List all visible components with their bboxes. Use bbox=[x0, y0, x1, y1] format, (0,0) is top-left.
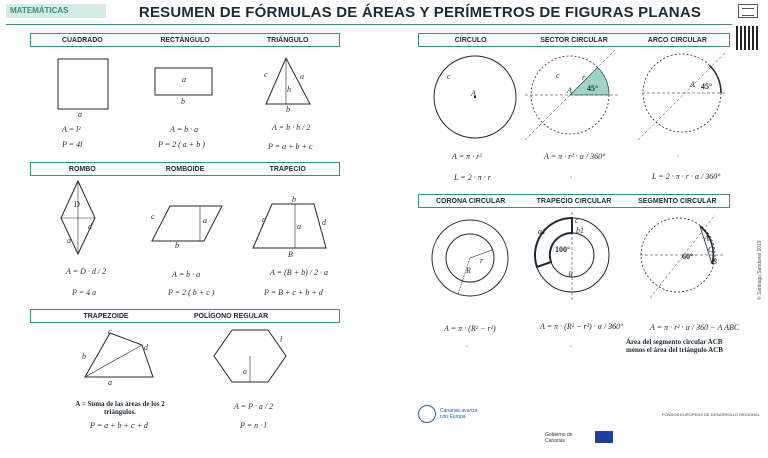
label-rombo-D: D bbox=[74, 200, 80, 209]
header-rombo: ROMBO bbox=[68, 165, 96, 173]
formula-trapezoide-perimeter: P = a + b + c + d bbox=[90, 421, 148, 430]
formula-rombo-area: A = D · d / 2 bbox=[66, 267, 107, 276]
formula-sector-area: A = π · r² · α / 360° bbox=[544, 152, 606, 161]
formula-circle-length: L = 2 · π · r bbox=[454, 173, 491, 182]
formula-tri-perimeter: P = a + b + c bbox=[268, 142, 313, 151]
header-row1-right bbox=[418, 33, 730, 47]
label-tri-h: h bbox=[287, 85, 291, 94]
label-sector-A: A bbox=[567, 86, 572, 95]
trapezoide-shape bbox=[85, 333, 153, 377]
label-trapezoide-a: a bbox=[108, 378, 112, 387]
formula-trapecio-area: A = (B + b) / 2 · a bbox=[270, 268, 328, 277]
label-trapcirc-c: c bbox=[575, 216, 579, 225]
header-trapezoide: TRAPEZOIDE bbox=[83, 312, 129, 320]
label-trapecio-c: c bbox=[262, 215, 266, 224]
label-trapcirc-b1: b1 bbox=[576, 226, 584, 235]
annulus-R bbox=[458, 258, 470, 294]
qr-code-icon[interactable] bbox=[736, 26, 760, 50]
label-square-a: a bbox=[78, 110, 82, 119]
formula-romboide-area: A = b · a bbox=[172, 270, 201, 279]
label-trapecio-b: b bbox=[292, 195, 296, 204]
header-sector: SECTOR CIRCULAR bbox=[540, 36, 608, 44]
label-sector-angle: 45° bbox=[587, 84, 599, 93]
header-corona: CORONA CIRCULAR bbox=[435, 197, 506, 205]
logo-emblem-icon bbox=[418, 405, 436, 423]
note-segmento: Área del segmento circular ACB menos el área del triángulo ACB bbox=[626, 338, 723, 354]
label-trapcirc-a1: a1 bbox=[538, 227, 546, 236]
header-segmento: SEGMENTO CIRCULAR bbox=[638, 197, 717, 205]
copyright-text: © Santiago Sandoval 2019 bbox=[757, 240, 763, 300]
header-trapecio: TRAPECIO bbox=[269, 165, 306, 173]
header-romboide: ROMBOIDE bbox=[165, 165, 205, 173]
label-seg-B: B bbox=[712, 257, 717, 266]
triangle-shape bbox=[266, 58, 310, 104]
formula-segmento-area: A = π · r² · α / 360 − A ABC bbox=[650, 323, 740, 332]
label-rombo-a: a bbox=[67, 236, 71, 245]
formula-circle-area: A = π · r² bbox=[452, 152, 482, 161]
label-trapezoide-d: d bbox=[144, 343, 148, 352]
label-corona-R: R bbox=[466, 266, 471, 275]
header-rectangulo: RECTÁNGULO bbox=[160, 36, 210, 44]
header-triangulo: TRIÁNGULO bbox=[266, 36, 309, 44]
label-seg-angle: 60° bbox=[682, 252, 694, 261]
header-cuadrado: CUADRADO bbox=[61, 36, 103, 44]
label-tri-c: c bbox=[264, 70, 268, 79]
label-rombo-d: d bbox=[88, 222, 92, 231]
title-divider bbox=[6, 24, 732, 25]
header-row2-right bbox=[418, 194, 730, 208]
formula-tri-area: A = b · h / 2 bbox=[272, 123, 311, 132]
label-rect-a: a bbox=[182, 75, 186, 84]
label-trapcirc-R: R bbox=[568, 270, 573, 279]
label-trapcirc-angle: 100° bbox=[555, 245, 571, 254]
header-row3-left bbox=[30, 309, 340, 323]
fondos-text: FONDOS EUROPEOS DE DESARROLLO REGIONAL bbox=[662, 412, 760, 417]
formula-square-area: A = l² bbox=[62, 125, 81, 134]
formula-romboide-perimeter: P = 2 ( b + c ) bbox=[168, 288, 215, 297]
label-poligono-l: l bbox=[280, 335, 283, 344]
arc-dot: · bbox=[677, 152, 679, 161]
label-trapecio-d: d bbox=[322, 218, 326, 227]
formula-trapecio-perimeter: P = B + c + b + d bbox=[264, 288, 323, 297]
header-arco: ARCO CIRCULAR bbox=[647, 36, 707, 44]
label-seg-A: A bbox=[704, 234, 709, 243]
label-arc-angle: 45° bbox=[701, 82, 713, 91]
header-row1-left bbox=[30, 33, 340, 47]
label-tri-b: b bbox=[286, 105, 290, 114]
label-romboide-b: b bbox=[175, 241, 179, 250]
label-trapecio-B: B bbox=[288, 250, 293, 259]
formula-rect-perimeter: P = 2 ( a + b ) bbox=[158, 140, 205, 149]
note-trapezoide: A = Suma de las áreas de los 2 triángulos. bbox=[75, 400, 165, 416]
figures-row1-left bbox=[50, 52, 350, 122]
formula-rect-area: A = b · a bbox=[170, 125, 199, 134]
header-trapecio-circular: TRAPECIO CIRCULAR bbox=[536, 197, 612, 205]
label-tri-a: a bbox=[300, 72, 304, 81]
square-shape bbox=[58, 59, 108, 109]
formula-poligono-perimeter: P = n · l bbox=[240, 421, 267, 430]
eu-flag-icon bbox=[595, 431, 613, 443]
label-trapezoide-b: b bbox=[82, 352, 86, 361]
figures-row1-right bbox=[420, 50, 730, 150]
header-row2-left bbox=[30, 162, 340, 176]
formula-rombo-perimeter: P = 4 a bbox=[72, 288, 97, 297]
formula-poligono-area: A = P · a / 2 bbox=[234, 402, 274, 411]
device-icon bbox=[738, 4, 758, 18]
sector-dot: · bbox=[570, 173, 572, 182]
label-circle-A: A bbox=[471, 89, 476, 98]
logo-gobierno: Gobierno de Canarias bbox=[545, 432, 573, 444]
rhomboid-shape bbox=[152, 206, 222, 241]
label-poligono-a: a bbox=[243, 367, 247, 376]
label-romboide-a: a bbox=[203, 216, 207, 225]
label-arc-A: A bbox=[690, 80, 695, 89]
formula-square-perimeter: P = 4l bbox=[62, 140, 83, 149]
figures-row3-left bbox=[60, 325, 300, 385]
subject-tag: MATEMÁTICAS bbox=[6, 4, 106, 18]
label-corona-r: r bbox=[480, 256, 484, 265]
figures-row2-left bbox=[50, 176, 350, 256]
trapezoid-shape bbox=[253, 204, 326, 248]
formula-trapcirc-area: A = π · (R² − r²) · α / 360° bbox=[540, 322, 624, 331]
header-circulo: CÍRCULO bbox=[454, 36, 487, 44]
circ-trap-band bbox=[535, 218, 572, 267]
label-romboide-c: c bbox=[151, 212, 155, 221]
label-circle-c: c bbox=[447, 72, 451, 81]
formula-arc-length: L = 2 · π · r · α / 360° bbox=[652, 172, 721, 181]
formula-corona-area: A = π · (R² − r²) bbox=[444, 324, 496, 333]
label-sector-c: c bbox=[556, 71, 560, 80]
logo-canarias-avanza: Canarias avanza con Europa bbox=[440, 408, 478, 420]
trapcirc-dot: · bbox=[570, 342, 572, 351]
header-poligono: POLÍGONO REGULAR bbox=[193, 312, 269, 320]
arc-axis bbox=[638, 52, 726, 140]
label-trapezoide-c: c bbox=[108, 327, 112, 336]
corona-dot: · bbox=[466, 342, 468, 351]
label-trapecio-a: a bbox=[297, 222, 301, 231]
label-rect-b: b bbox=[181, 97, 185, 106]
label-sector-r: r bbox=[582, 73, 586, 82]
label-seg-C: C bbox=[708, 245, 714, 254]
page-title: RESUMEN DE FÓRMULAS DE ÁREAS Y PERÍMETROS DE FIGURAS PLANAS bbox=[138, 4, 702, 21]
